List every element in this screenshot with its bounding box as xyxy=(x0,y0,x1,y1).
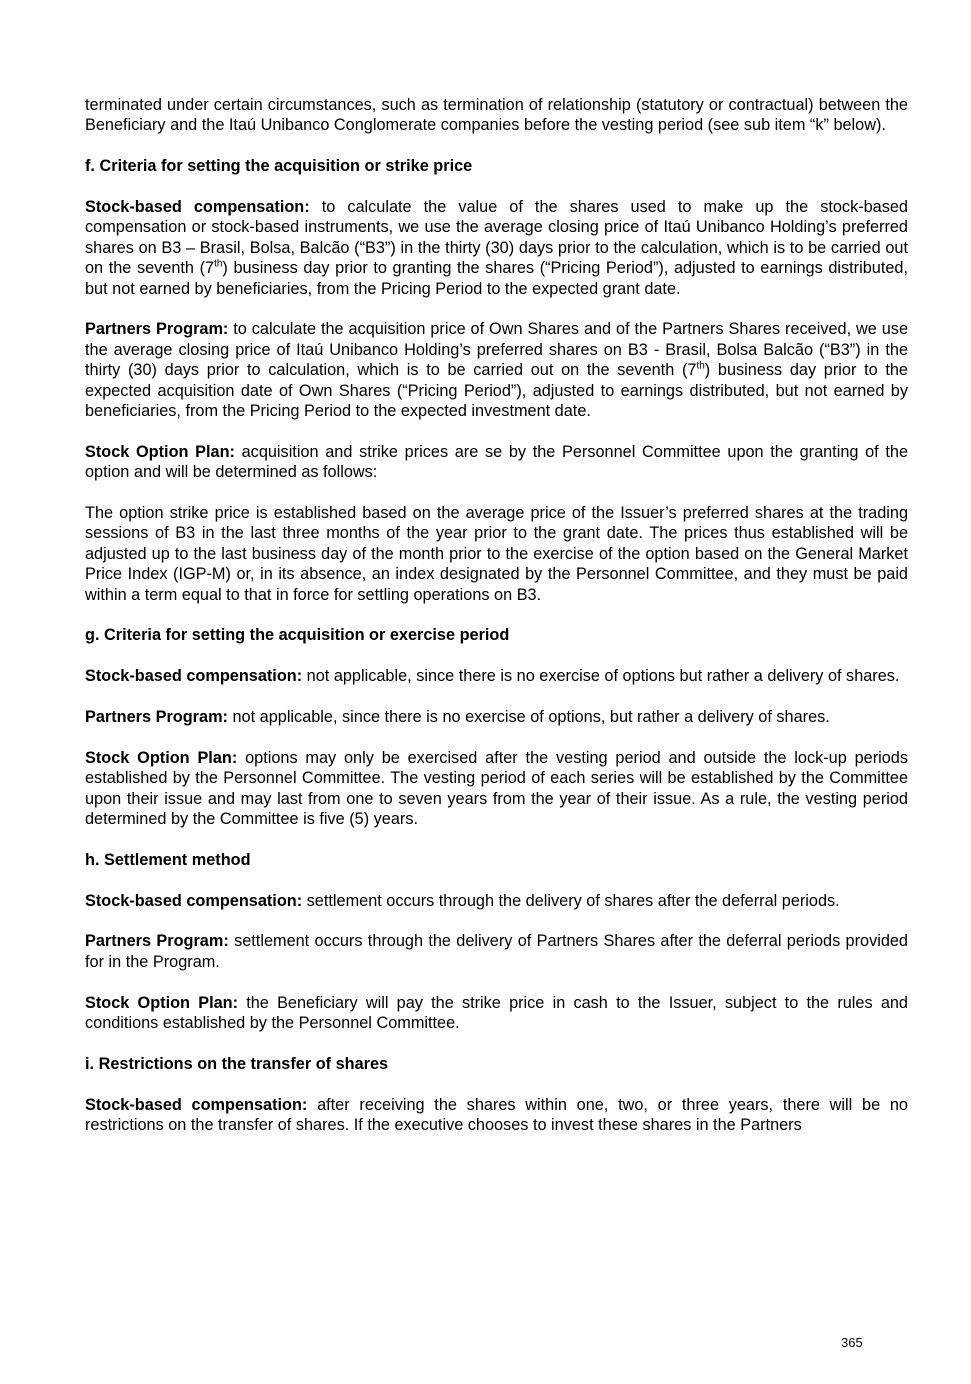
superscript: th xyxy=(214,258,223,270)
section-g-stock-option-paragraph xyxy=(85,748,908,830)
section-h-stock-based-paragraph xyxy=(85,891,908,911)
section-f-partners-paragraph xyxy=(85,319,908,421)
section-f-stock-option-paragraph xyxy=(85,442,908,483)
section-f-stock-based-paragraph xyxy=(85,197,908,299)
paragraph-lead: Stock Option Plan: xyxy=(85,993,239,1012)
paragraph-lead: Stock-based compensation: xyxy=(85,891,303,910)
paragraph-lead: Partners Program: xyxy=(85,320,229,339)
paragraph-text: to calculate the value of the shares used to make up the stock-based compensation or stock-based instruments, we use the average closing price of Itaú Unibanco Holding’s preferred shares on B3 – Brasil, Bolsa, Balcão (“B3”) in the thirty (30) days prior to the calculation, which is to be carried out on the seventh (7 xyxy=(85,198,908,278)
page-number: 365 xyxy=(841,1335,863,1350)
section-g-stock-based-paragraph xyxy=(85,666,908,686)
section-f-option-price-paragraph xyxy=(85,503,908,605)
intro-paragraph xyxy=(85,95,908,136)
section-i-stock-based-paragraph xyxy=(85,1095,908,1136)
paragraph-text: The option strike price is established based on the average price of the Issuer’s preferred shares at the trading sessions of B3 in the last three months of the year prior to the grant date. The prices thus established will be adjusted up to the last business day of the month prior to the exercise of the option based on the General Market Price Index (IGP-M) or, in its absence, an index designated by the Personnel Committee, and they must be paid within a term equal to that in force for settling operations on B3. xyxy=(85,504,908,604)
section-i-heading: i. Restrictions on the transfer of shares xyxy=(85,1054,389,1073)
section-g-partners-paragraph xyxy=(85,707,908,727)
paragraph-lead: Partners Program: xyxy=(85,708,228,727)
paragraph-text: ) business day prior to granting the shares (“Pricing Period”), adjusted to earnings distributed, but not earned by beneficiaries, from the Pricing Period to the expected grant date. xyxy=(85,259,908,298)
intro-text: terminated under certain circumstances, such as termination of relationship (statutory or contractual) between the Beneficiary and the Itaú Unibanco Conglomerate companies before the vesting period (see sub item “k” below). xyxy=(85,96,908,135)
paragraph-text: settlement occurs through the delivery of shares after the deferral periods. xyxy=(302,891,840,910)
paragraph-text: settlement occurs through the delivery of Partners Shares after the deferral periods provided for in the Program. xyxy=(85,932,908,971)
section-h-stock-option-paragraph xyxy=(85,993,908,1034)
paragraph-text: after receiving the shares within one, two, or three years, there will be no restrictions on the transfer of shares. If the executive chooses to invest these shares in the Partners xyxy=(85,1095,908,1135)
paragraph-text: ) business day prior to the expected acquisition date of Own Shares (“Pricing Period”), adjusted to earnings distributed, but not earned by beneficiaries, from the Pricing Period to the expected investment date. xyxy=(85,361,908,421)
superscript: th xyxy=(696,360,705,372)
paragraph-text: options may only be exercised after the vesting period and outside the lock-up periods established by the Personnel Committee. The vesting period of each series will be established by the Committee upon their issue and may last from one to seven years from the year of their issue. As a rule, the vesting period determined by the Committee is five (5) years. xyxy=(85,748,908,829)
paragraph-text: to calculate the acquisition price of Own Shares and of the Partners Shares received, we use the average closing price of Itaú Unibanco Holding’s preferred shares on B3 - Brasil, Bolsa Balcão (“B3”) in the thirty (30) days prior to calculation, which is to be carried out on the seventh (7 xyxy=(85,320,908,380)
section-h-partners-paragraph xyxy=(85,931,908,972)
paragraph-lead: Stock-based compensation: xyxy=(85,198,310,216)
paragraph-text: acquisition and strike prices are se by the Personnel Committee upon the granting of the option and will be determined as follows: xyxy=(85,442,908,482)
paragraph-lead: Stock Option Plan: xyxy=(85,748,238,767)
section-h-heading: h. Settlement method xyxy=(85,850,251,869)
paragraph-lead: Partners Program: xyxy=(85,932,229,951)
document-page xyxy=(85,95,908,1156)
paragraph-text: not applicable, since there is no exercise of options, but rather a delivery of shares. xyxy=(227,708,830,727)
paragraph-lead: Stock-based compensation: xyxy=(85,1095,308,1114)
paragraph-text: the Beneficiary will pay the strike price in cash to the Issuer, subject to the rules and conditions established by the Personnel Committee. xyxy=(85,993,908,1033)
paragraph-lead: Stock-based compensation: xyxy=(85,667,303,686)
section-f-heading: f. Criteria for setting the acquisition or strike price xyxy=(85,157,473,176)
section-g-heading: g. Criteria for setting the acquisition or exercise period xyxy=(85,626,510,645)
paragraph-text: not applicable, since there is no exercise of options but rather a delivery of shares. xyxy=(302,667,900,686)
paragraph-lead: Stock Option Plan: xyxy=(85,442,235,461)
